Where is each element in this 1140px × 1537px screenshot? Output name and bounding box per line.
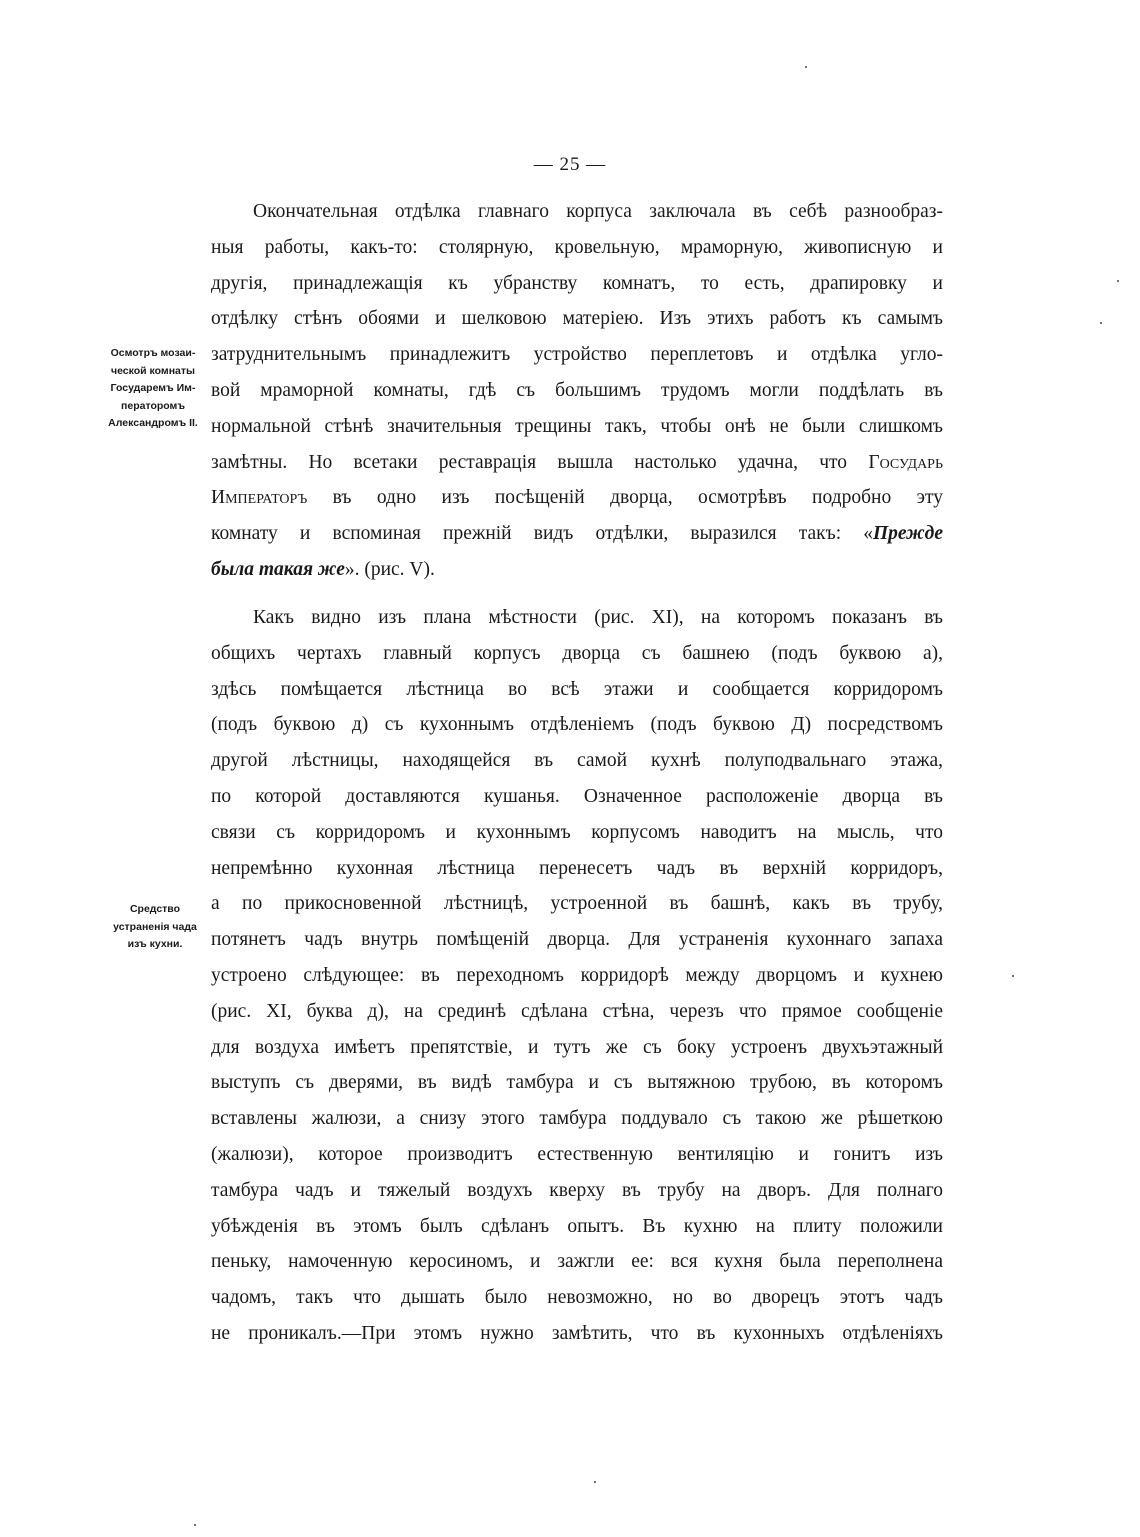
text-line	[211, 516, 943, 552]
text-line: для воздуха имѣетъ препятствіе, и тутъ же съ боку устроенъ двухъэтажный	[211, 1036, 943, 1058]
text-line: потянетъ чадъ внутрь помѣщеній дворца. Для устраненія кухоннаго запаха	[211, 929, 943, 951]
text-line: по которой доставляются кушанья. Означенное расположеніе дворца въ	[211, 785, 943, 807]
text-run: комнату и вспоминая прежній видъ отдѣлки, выразился такъ: «	[211, 523, 874, 545]
text-line: пеньку, намоченную керосиномъ, и зажгли ее: вся кухня была переполнена	[211, 1251, 943, 1273]
paragraph-finishing	[211, 194, 943, 588]
text-line: вой мраморной комнаты, гдѣ съ большимъ трудомъ могли поддѣлать въ	[211, 379, 943, 401]
text-line: (подъ буквою д) съ кухоннымъ отдѣленіемъ (подъ буквою Д) посредствомъ	[211, 714, 943, 736]
text-line: общихъ чертахъ главный корпусъ дворца съ башнею (подъ буквою а),	[211, 642, 943, 664]
sidenote-line: Государемъ Им-	[110, 382, 196, 394]
scan-speck	[594, 1481, 596, 1483]
scan-speck	[805, 66, 807, 68]
scan-speck	[1117, 280, 1119, 282]
emperor-title: Государь	[868, 451, 944, 473]
sidenote-line: Осмотръ мозаи-	[110, 347, 196, 359]
text-line: ныя работы, какъ-то: столярную, кровельную, мраморную, живописную и	[211, 236, 943, 258]
text-line: нормальной стѣнѣ значительныя трещины такъ, чтобы онѣ не были слишкомъ	[211, 415, 943, 437]
text-line: (рис. XI, буква д), на срединѣ сдѣлана стѣна, черезъ что прямое сообщеніе	[211, 1000, 943, 1022]
sidenote-line: изъ кухни.	[127, 938, 183, 950]
paragraph-kitchen	[211, 600, 943, 1352]
text-line	[211, 445, 943, 481]
sidenote-line: ператоромъ	[121, 399, 185, 412]
sidenote-fumes	[102, 901, 208, 954]
text-line: отдѣлку стѣнъ обоями и шелковою матеріею. Изъ этихъ работъ къ самымъ	[211, 308, 943, 330]
text-run: ». (рис. V).	[344, 558, 435, 580]
text-line: вставлены жалюзи, а снизу этого тамбура поддувало съ такою же рѣшеткою	[211, 1108, 943, 1130]
text-line: убѣжденія въ этомъ былъ сдѣланъ опытъ. Въ кухню на плиту положили	[211, 1215, 943, 1237]
text-line: непремѣнно кухонная лѣстница перенесетъ чадъ въ верхній корридоръ,	[211, 857, 943, 879]
text-line: другія, принадлежащія къ убранству комнатъ, то есть, драпировку и	[211, 272, 943, 294]
sidenote-inspection	[98, 345, 208, 433]
sidenote-line: ческой комнаты	[111, 364, 195, 377]
text-line: затруднительнымъ принадлежитъ устройство переплетовъ и отдѣлка угло-	[211, 344, 943, 366]
text-line: Окончательная отдѣлка главнаго корпуса заключала въ себѣ разнообраз-	[253, 201, 943, 222]
text-line: устроено слѣдующее: въ переходномъ корридорѣ между дворцомъ и кухнею	[211, 964, 943, 986]
scan-speck	[1012, 975, 1014, 977]
page-number: — 25 —	[533, 154, 607, 175]
scan-speck	[194, 1524, 196, 1526]
text-line: не проникалъ.—При этомъ нужно замѣтить, что въ кухонныхъ отдѣленіяхъ	[211, 1322, 943, 1344]
text-line: связи съ корридоромъ и кухоннымъ корпусомъ наводитъ на мысль, что	[211, 821, 943, 843]
sidenote-line: Средство	[129, 903, 181, 915]
text-run: въ одно изъ посѣщеній дворца, осмотрѣвъ подробно эту	[307, 487, 943, 509]
emperor-title: Императоръ	[211, 487, 308, 509]
scan-speck	[1100, 322, 1102, 324]
text-line: здѣсь помѣщается лѣстница во всѣ этажи и сообщается корридоромъ	[211, 678, 943, 700]
text-run: замѣтны. Но всетаки реставрація вышла настолько удачна, что	[211, 451, 848, 473]
quote-italic: была такая же	[211, 558, 345, 580]
text-line: тамбура чадъ и тяжелый воздухъ кверху въ трубу на дворъ. Для полнаго	[211, 1179, 943, 1201]
text-line: другой лѣстницы, находящейся въ самой кухнѣ полуподвальнаго этажа,	[211, 750, 943, 772]
sidenote-line: Александромъ II.	[108, 417, 198, 429]
text-line	[211, 552, 943, 588]
text-line: Какъ видно изъ плана мѣстности (рис. XI), на которомъ показанъ въ	[253, 607, 943, 628]
quote-italic: Прежде	[873, 523, 943, 545]
text-line: выступъ съ дверями, въ видѣ тамбура и съ вытяжною трубою, въ которомъ	[211, 1072, 943, 1094]
sidenote-line: устраненія чада	[113, 920, 197, 933]
text-line: а по прикосновенной лѣстницѣ, устроенной въ башнѣ, какъ въ трубу,	[211, 893, 943, 915]
text-line: (жалюзи), которое производитъ естественную вентиляцію и гонитъ изъ	[211, 1143, 943, 1165]
text-line: чадомъ, такъ что дышать было невозможно, но во дворецъ этотъ чадъ	[211, 1287, 943, 1309]
text-line	[211, 480, 943, 516]
